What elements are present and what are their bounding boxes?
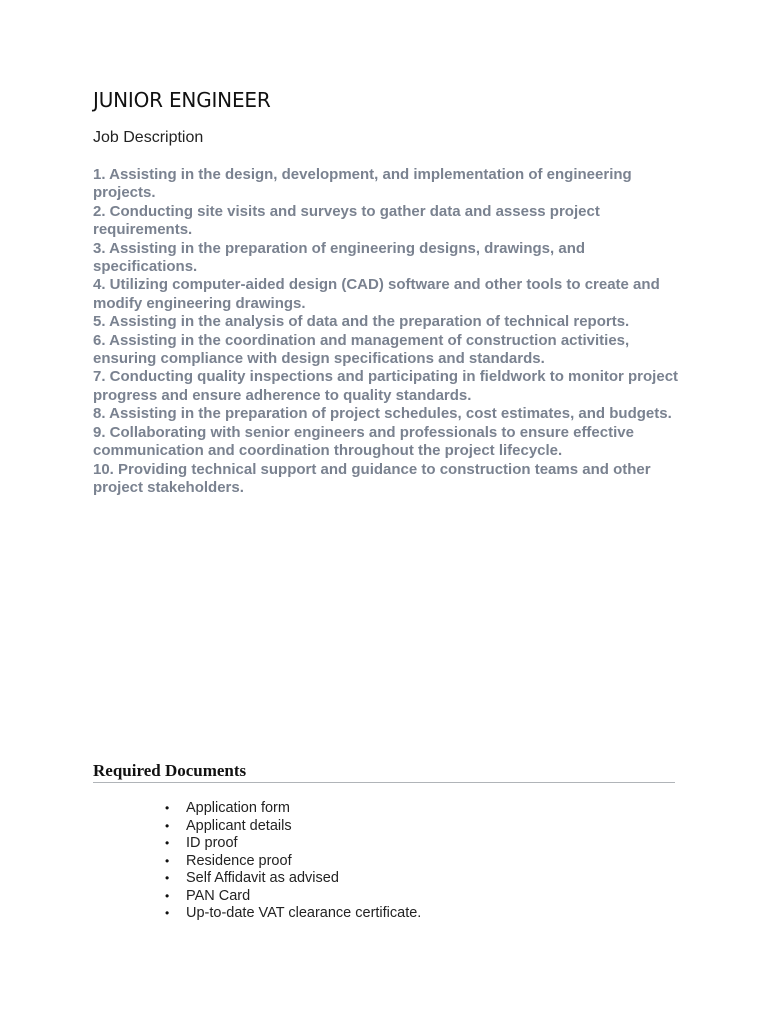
- duty-item: 3. Assisting in the preparation of engineering designs, drawings, and specifications.: [93, 239, 586, 276]
- document-label: Self Affidavit as advised: [186, 870, 339, 886]
- bullet-icon: •: [165, 801, 170, 815]
- duty-item: 4. Utilizing computer-aided design (CAD) software and other tools to create and modify engineering drawings.: [93, 276, 660, 312]
- list-item: [165, 905, 422, 923]
- bullet-icon: •: [165, 871, 170, 885]
- section-subtitle: Job Description: [93, 129, 204, 146]
- document-label: ID proof: [186, 835, 238, 851]
- document-label: Application form: [186, 800, 290, 816]
- bullet-icon: •: [165, 818, 170, 833]
- bullet-icon: •: [165, 836, 170, 850]
- document-label: Applicant details: [186, 817, 292, 834]
- duty-item: 1. Assisting in the design, development, and implementation of engineering projects.: [93, 166, 632, 202]
- page-title: JUNIOR ENGINEER: [93, 88, 271, 112]
- document-label: Up-to-date VAT clearance certificate.: [186, 905, 422, 921]
- list-item: [165, 870, 421, 888]
- document-label: PAN Card: [186, 887, 251, 904]
- list-item: [165, 817, 421, 836]
- duty-item: 9. Collaborating with senior engineers and professionals to ensure effective communication and coordination throughout the project lifecycle.: [93, 423, 634, 460]
- duty-item: 7. Conducting quality inspections and participating in fieldwork to monitor project progress and ensure adherence to quality standards.: [93, 368, 679, 404]
- duties-list: [93, 166, 683, 497]
- list-item: [165, 800, 421, 818]
- list-item: [165, 835, 421, 853]
- required-documents-heading: Required Documents: [93, 761, 675, 783]
- bullet-icon: •: [165, 853, 170, 868]
- bullet-icon: •: [165, 906, 170, 920]
- list-item: [165, 887, 421, 906]
- list-item: [165, 852, 421, 871]
- duty-item: 5. Assisting in the analysis of data and the preparation of technical reports.: [93, 313, 630, 331]
- duty-item: 2. Conducting site visits and surveys to gather data and assess project requirements.: [93, 202, 600, 239]
- duty-item: 10. Providing technical support and guidance to construction teams and other project stakeholders.: [93, 460, 651, 496]
- document-label: Residence proof: [186, 852, 292, 869]
- duty-item: 6. Assisting in the coordination and management of construction activities, ensuring compliance with design specifications and standards.: [93, 331, 630, 368]
- duty-item: 8. Assisting in the preparation of project schedules, cost estimates, and budgets.: [93, 405, 672, 423]
- bullet-icon: •: [165, 888, 170, 903]
- required-documents-list: [165, 800, 422, 923]
